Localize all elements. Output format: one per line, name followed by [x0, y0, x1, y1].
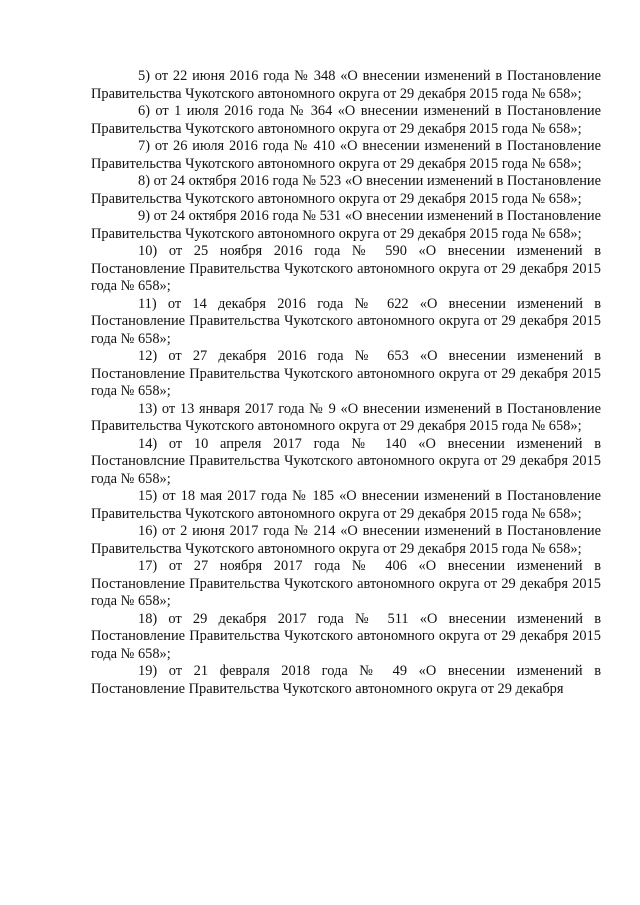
list-item: 10) от 25 ноября 2016 года № 590 «О внесении изменений в Постановление Правительства Чукотского автономного округа от 29 декабря 2015 года № 658»; [91, 243, 601, 294]
list-item: 9) от 24 октября 2016 года № 531 «О внесении изменений в Постановление Правительства Чукотского автономного округа от 29 декабря 2015 года № 658»; [91, 208, 601, 242]
list-item: 5) от 22 июня 2016 года № 348 «О внесении изменений в Постановление Правительства Чукотского автономного округа от 29 декабря 2015 года № 658»; [91, 68, 601, 102]
list-item: 16) от 2 июня 2017 года № 214 «О внесении изменений в Постановление Правительства Чукотского автономного округа от 29 декабря 2015 года № 658»; [91, 523, 601, 557]
list-item: 12) от 27 декабря 2016 года № 653 «О внесении изменений в Постановление Правительства Чукотского автономного округа от 29 декабря 2015 года № 658»; [91, 348, 601, 399]
list-item: 6) от 1 июля 2016 года № 364 «О внесении изменений в Постановление Правительства Чукотского автономного округа от 29 декабря 2015 года № 658»; [91, 103, 601, 137]
list-item: 17) от 27 ноября 2017 года № 406 «О внесении изменений в Постановление Правительства Чукотского автономного округа от 29 декабря 2015 года № 658»; [91, 558, 601, 609]
list-item: 8) от 24 октября 2016 года № 523 «О внесении изменений в Постановление Правительства Чукотского автономного округа от 29 декабря 2015 года № 658»; [91, 173, 601, 207]
list-item: 13) от 13 января 2017 года № 9 «О внесении изменений в Постановление Правительства Чукотского автономного округа от 29 декабря 2015 года № 658»; [91, 400, 601, 434]
list-item: 14) от 10 апреля 2017 года № 140 «О внесении изменений в Постановлсние Правительства Чукотского автономного округа от 29 декабря 2015 года № 658»; [91, 435, 601, 487]
list-item: 7) от 26 июля 2016 года № 410 «О внесении изменений в Постановление Правительства Чукотского автономного округа от 29 декабря 2015 года № 658»; [91, 138, 601, 172]
list-item: 11) от 14 декабря 2016 года № 622 «О внесении изменений в Постановление Правительства Чукотского автономного округа от 29 декабря 2015 года № 658»; [91, 295, 601, 347]
list-item: 18) от 29 декабря 2017 года № 511 «О внесении изменений в Постановление Правительства Чукотского автономного округа от 29 декабря 2015 года № 658»; [91, 610, 601, 662]
document-body [91, 68, 601, 698]
list-item: 15) от 18 мая 2017 года № 185 «О внесении изменений в Постановление Правительства Чукотского автономного округа от 29 декабря 2015 года № 658»; [91, 488, 601, 522]
list-item: 19) от 21 февраля 2018 года № 49 «О внесении изменений в Постановление Правительства Чукотского автономного округа от 29 декабря [91, 663, 601, 697]
